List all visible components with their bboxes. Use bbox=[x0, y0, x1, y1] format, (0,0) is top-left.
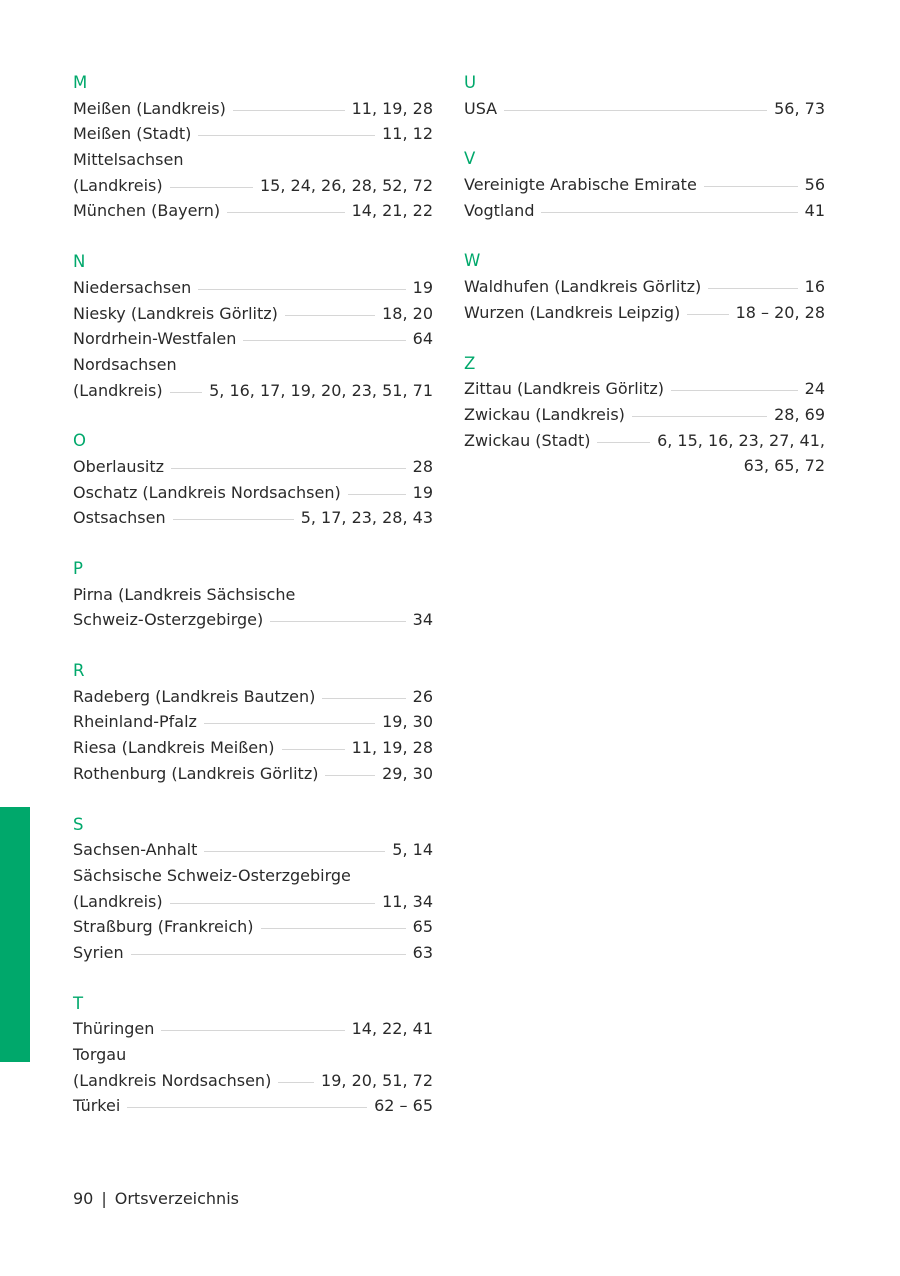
index-entry bbox=[73, 735, 433, 761]
index-entry bbox=[464, 428, 825, 479]
place-name: Waldhufen (Landkreis Görlitz) bbox=[464, 277, 702, 297]
place-name: München (Bayern) bbox=[73, 201, 221, 221]
index-entry bbox=[73, 1016, 433, 1042]
index-entry bbox=[73, 326, 433, 352]
section-letter: R bbox=[73, 661, 85, 681]
leader-line bbox=[282, 749, 345, 750]
page-numbers: 15, 24, 26, 28, 52, 72 bbox=[259, 175, 433, 195]
index-section bbox=[464, 248, 825, 325]
leader-line bbox=[704, 186, 798, 187]
place-name: Torgau bbox=[73, 1045, 127, 1064]
index-entry bbox=[73, 198, 433, 224]
index-entry bbox=[73, 1042, 433, 1093]
index-entry bbox=[73, 1093, 433, 1119]
place-name: Niesky (Landkreis Görlitz) bbox=[73, 303, 278, 323]
page-numbers: 56 bbox=[804, 175, 825, 195]
entry-line bbox=[464, 198, 825, 224]
index-entry bbox=[73, 837, 433, 863]
entry-line bbox=[73, 275, 433, 301]
leader-line bbox=[198, 135, 375, 136]
leader-line bbox=[170, 392, 202, 393]
entry-line bbox=[73, 1093, 433, 1119]
section-letter: N bbox=[73, 252, 86, 272]
entry-line bbox=[73, 735, 433, 761]
page-numbers: 64 bbox=[412, 329, 433, 349]
page-numbers-continued: 63, 65, 72 bbox=[743, 456, 825, 476]
place-name: Oschatz (Landkreis Nordsachsen) bbox=[73, 482, 341, 502]
entry-line bbox=[73, 326, 433, 352]
leader-line bbox=[261, 928, 406, 929]
index-entry bbox=[73, 582, 433, 633]
page-numbers: 16 bbox=[804, 277, 825, 297]
entry-line bbox=[73, 1068, 433, 1094]
leader-line bbox=[243, 340, 405, 341]
index-entry bbox=[464, 274, 825, 300]
index-entry bbox=[73, 96, 433, 122]
entry-line bbox=[73, 173, 433, 199]
place-name: Zittau (Landkreis Görlitz) bbox=[464, 379, 665, 399]
entry-line bbox=[464, 402, 825, 428]
place-name: Meißen (Landkreis) bbox=[73, 98, 226, 118]
footer-title: Ortsverzeichnis bbox=[114, 1189, 239, 1208]
place-name: USA bbox=[464, 98, 498, 118]
entry-line bbox=[73, 863, 433, 889]
place-name: Radeberg (Landkreis Bautzen) bbox=[73, 686, 316, 706]
section-letter: P bbox=[73, 559, 83, 578]
entry-line bbox=[73, 147, 433, 173]
place-name: Sachsen-Anhalt bbox=[73, 840, 198, 860]
page-footer bbox=[73, 1189, 239, 1208]
index-entry bbox=[73, 147, 433, 198]
place-name: Straßburg (Frankreich) bbox=[73, 917, 254, 937]
index-section bbox=[73, 658, 433, 786]
page-numbers: 19 bbox=[412, 482, 433, 502]
section-letter: V bbox=[464, 149, 476, 169]
index-entry bbox=[73, 684, 433, 710]
place-name: Riesa (Landkreis Meißen) bbox=[73, 738, 275, 758]
index-entry bbox=[464, 300, 825, 326]
entry-line bbox=[73, 96, 433, 122]
leader-line bbox=[227, 212, 344, 213]
page-numbers: 28 bbox=[412, 456, 433, 476]
place-name: Nordrhein-Westfalen bbox=[73, 329, 237, 349]
index-column-left bbox=[73, 70, 433, 1144]
entry-line bbox=[464, 96, 825, 122]
entry-line bbox=[73, 301, 433, 327]
entry-line bbox=[73, 1042, 433, 1068]
entry-line bbox=[73, 480, 433, 506]
place-name: Rheinland-Pfalz bbox=[73, 712, 197, 732]
leader-line bbox=[632, 416, 767, 417]
section-letter: Z bbox=[464, 353, 476, 373]
place-name: (Landkreis) bbox=[73, 175, 163, 195]
page-numbers: 5, 14 bbox=[392, 840, 433, 860]
leader-line bbox=[325, 775, 375, 776]
leader-line bbox=[278, 1082, 314, 1083]
index-entry bbox=[73, 301, 433, 327]
page-numbers: 28, 69 bbox=[774, 404, 825, 424]
page-numbers: 5, 16, 17, 19, 20, 23, 51, 71 bbox=[209, 380, 433, 400]
page-numbers: 56, 73 bbox=[774, 98, 825, 118]
leader-line bbox=[170, 187, 253, 188]
page-numbers: 65 bbox=[412, 917, 433, 937]
page-numbers: 29, 30 bbox=[382, 763, 433, 783]
index-entry bbox=[73, 454, 433, 480]
place-name: Nordsachsen bbox=[73, 354, 177, 374]
index-section bbox=[73, 812, 433, 966]
index-section bbox=[464, 70, 825, 121]
index-entry bbox=[73, 352, 433, 403]
entry-line bbox=[73, 709, 433, 735]
leader-line bbox=[597, 442, 650, 443]
index-column-right bbox=[464, 70, 825, 504]
entry-line bbox=[73, 352, 433, 378]
page-numbers: 5, 17, 23, 28, 43 bbox=[300, 508, 433, 528]
index-section bbox=[73, 991, 433, 1119]
place-name: Schweiz-Osterzgebirge) bbox=[73, 610, 264, 630]
index-entry bbox=[73, 480, 433, 506]
section-letter: T bbox=[73, 993, 84, 1013]
entry-line-continued bbox=[464, 453, 825, 479]
page-numbers: 19, 30 bbox=[382, 712, 433, 732]
place-name: Syrien bbox=[73, 942, 124, 962]
page-numbers: 19 bbox=[412, 277, 433, 297]
entry-line bbox=[73, 684, 433, 710]
leader-line bbox=[708, 288, 797, 289]
place-name: Ostsachsen bbox=[73, 508, 166, 528]
entry-line bbox=[73, 582, 433, 608]
entry-line bbox=[73, 607, 433, 633]
page-numbers: 18 – 20, 28 bbox=[735, 302, 825, 322]
page-numbers: 18, 20 bbox=[382, 303, 433, 323]
entry-line bbox=[73, 121, 433, 147]
place-name: Thüringen bbox=[73, 1019, 155, 1039]
section-letter: U bbox=[464, 73, 477, 92]
leader-line bbox=[127, 1107, 367, 1108]
index-entry bbox=[464, 198, 825, 224]
page-numbers: 63 bbox=[412, 942, 433, 962]
index-entry bbox=[73, 505, 433, 531]
place-name: Sächsische Schweiz-Osterzgebirge bbox=[73, 865, 351, 885]
index-section bbox=[464, 351, 825, 479]
page-numbers: 14, 22, 41 bbox=[351, 1019, 433, 1039]
entry-line bbox=[73, 837, 433, 863]
index-section bbox=[464, 146, 825, 223]
page-numbers: 62 – 65 bbox=[374, 1096, 433, 1116]
section-letter: S bbox=[73, 814, 84, 834]
sidebar-tab-marker bbox=[0, 807, 30, 1062]
entry-line bbox=[73, 505, 433, 531]
index-entry bbox=[464, 172, 825, 198]
section-letter: M bbox=[73, 73, 88, 92]
leader-line bbox=[161, 1030, 344, 1031]
page-numbers: 11, 19, 28 bbox=[351, 98, 433, 118]
index-section bbox=[73, 70, 433, 224]
page-numbers: 14, 21, 22 bbox=[351, 201, 433, 221]
place-name: Niedersachsen bbox=[73, 277, 192, 297]
place-name: Zwickau (Landkreis) bbox=[464, 404, 625, 424]
leader-line bbox=[687, 314, 728, 315]
index-section bbox=[73, 428, 433, 531]
index-entry bbox=[73, 761, 433, 787]
page-numbers: 24 bbox=[804, 379, 825, 399]
page-numbers: 11, 34 bbox=[382, 891, 433, 911]
entry-line bbox=[464, 274, 825, 300]
place-name: Oberlausitz bbox=[73, 456, 165, 476]
index-section bbox=[73, 556, 433, 633]
place-name: Pirna (Landkreis Sächsische bbox=[73, 584, 296, 604]
leader-line bbox=[671, 390, 798, 391]
place-name: Rothenburg (Landkreis Görlitz) bbox=[73, 763, 319, 783]
entry-line bbox=[73, 454, 433, 480]
page-numbers: 26 bbox=[412, 686, 433, 706]
leader-line bbox=[198, 289, 405, 290]
index-section bbox=[73, 249, 433, 403]
leader-line bbox=[204, 723, 375, 724]
index-entry bbox=[464, 96, 825, 122]
place-name: Meißen (Stadt) bbox=[73, 124, 192, 144]
leader-line bbox=[173, 519, 294, 520]
index-entry bbox=[73, 709, 433, 735]
leader-line bbox=[504, 110, 767, 111]
page-numbers: 11, 19, 28 bbox=[351, 738, 433, 758]
index-entry bbox=[73, 940, 433, 966]
place-name: (Landkreis) bbox=[73, 380, 163, 400]
page-numbers: 41 bbox=[804, 200, 825, 220]
page-numbers: 19, 20, 51, 72 bbox=[321, 1070, 433, 1090]
leader-line bbox=[204, 851, 385, 852]
section-letter: O bbox=[73, 431, 86, 451]
entry-line bbox=[464, 376, 825, 402]
leader-line bbox=[171, 468, 406, 469]
entry-line bbox=[464, 172, 825, 198]
index-entry bbox=[73, 121, 433, 147]
entry-line bbox=[73, 889, 433, 915]
place-name: Vogtland bbox=[464, 200, 535, 220]
section-letter: W bbox=[464, 251, 481, 271]
place-name: Türkei bbox=[73, 1096, 121, 1116]
entry-line bbox=[73, 198, 433, 224]
place-name: (Landkreis) bbox=[73, 891, 163, 911]
leader-line bbox=[170, 903, 375, 904]
place-name: Mittelsachsen bbox=[73, 150, 184, 170]
entry-line bbox=[464, 428, 825, 454]
entry-line bbox=[73, 940, 433, 966]
index-entry bbox=[73, 275, 433, 301]
leader-line bbox=[285, 315, 375, 316]
leader-line bbox=[270, 621, 405, 622]
leader-line bbox=[322, 698, 405, 699]
entry-line bbox=[73, 378, 433, 404]
index-entry bbox=[73, 914, 433, 940]
index-entry bbox=[464, 402, 825, 428]
index-entry bbox=[73, 863, 433, 914]
page-number: 90 bbox=[73, 1189, 94, 1208]
leader-line bbox=[233, 110, 345, 111]
entry-line bbox=[73, 761, 433, 787]
place-name: Vereinigte Arabische Emirate bbox=[464, 175, 697, 195]
entry-line bbox=[73, 914, 433, 940]
footer-separator: | bbox=[101, 1189, 107, 1208]
page-numbers: 34 bbox=[412, 610, 433, 630]
index-entry bbox=[464, 376, 825, 402]
leader-line bbox=[348, 494, 406, 495]
page-numbers: 11, 12 bbox=[382, 124, 433, 144]
place-name: Wurzen (Landkreis Leipzig) bbox=[464, 302, 681, 322]
leader-line bbox=[131, 954, 406, 955]
entry-line bbox=[73, 1016, 433, 1042]
place-name: (Landkreis Nordsachsen) bbox=[73, 1070, 272, 1090]
page-numbers: 6, 15, 16, 23, 27, 41, bbox=[657, 430, 825, 450]
place-name: Zwickau (Stadt) bbox=[464, 430, 591, 450]
leader-line bbox=[541, 212, 797, 213]
entry-line bbox=[464, 300, 825, 326]
